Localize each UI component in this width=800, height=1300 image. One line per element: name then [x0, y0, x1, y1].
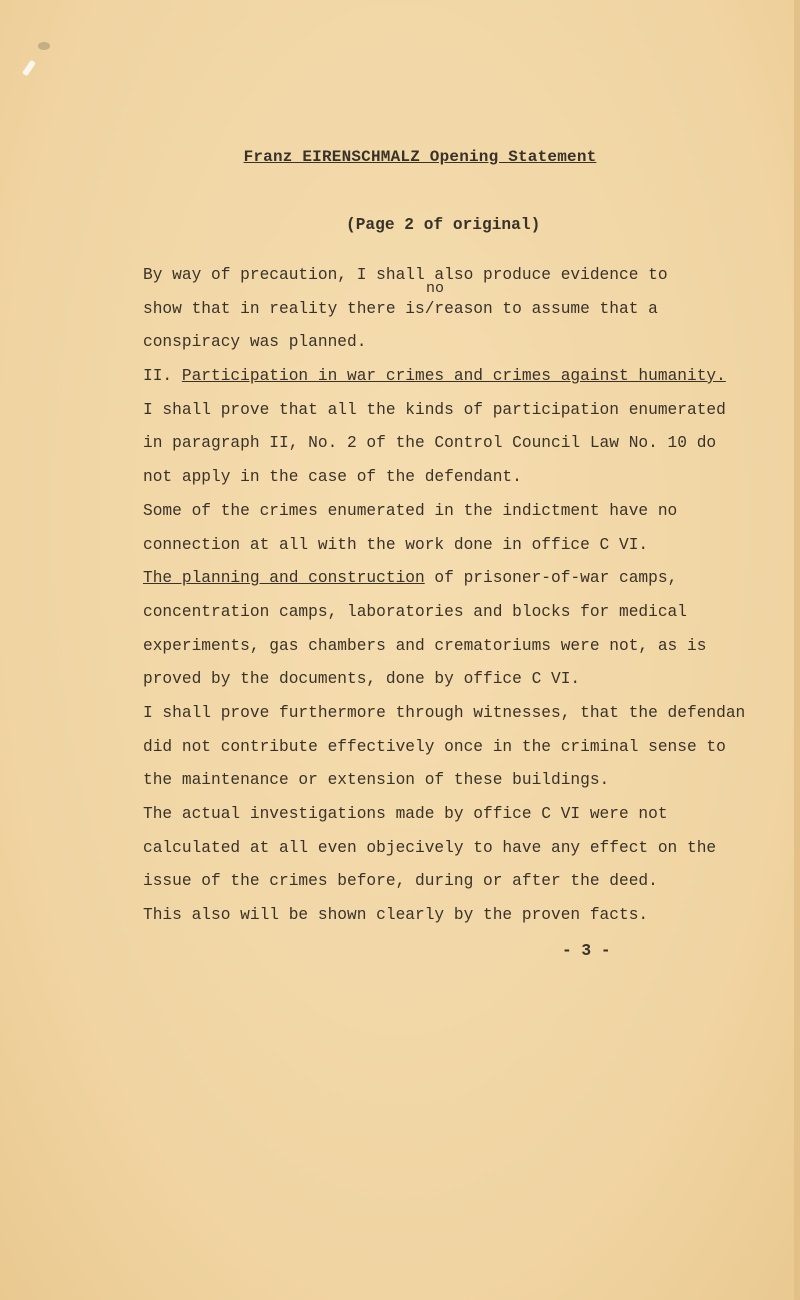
text-line	[143, 600, 745, 634]
document-title: Franz EIRENSCHMALZ Opening Statement	[243, 148, 597, 166]
text-segment: show that in reality there is/reason to assume that a	[143, 299, 658, 318]
text-line	[143, 869, 745, 903]
text-segment: connection at all with the work done in office C VI.	[143, 535, 649, 554]
text-segment: did not contribute effectively once in the criminal sense to	[143, 737, 726, 756]
text-segment: experiments, gas chambers and crematoriums were not, as is	[143, 636, 707, 655]
text-line	[143, 499, 745, 533]
text-line	[143, 768, 745, 802]
text-line	[143, 431, 745, 465]
text-line	[143, 566, 745, 600]
document-body	[143, 263, 745, 937]
text-line	[143, 802, 745, 836]
text-segment: By way of precaution, I shall also produce evidence to	[143, 266, 668, 284]
text-line	[143, 634, 745, 668]
text-segment: I shall prove that all the kinds of participation enumerated	[143, 400, 726, 419]
text-line	[143, 364, 745, 398]
text-line	[143, 667, 745, 701]
page-edge	[794, 0, 800, 1300]
ink-stain	[38, 42, 50, 50]
text-segment: calculated at all even objecively to have any effect on the	[143, 838, 717, 857]
text-line	[143, 297, 745, 331]
text-line	[143, 701, 745, 735]
text-segment: of prisoner-of-war camps,	[424, 569, 678, 588]
text-segment: II.	[143, 367, 182, 386]
text-segment: The actual investigations made by office C VI were not	[143, 805, 668, 823]
text-segment: I shall prove furthermore through witnesses, that the defendan	[143, 703, 746, 722]
text-segment: issue of the crimes before, during or after the deed.	[143, 872, 658, 891]
text-line	[143, 465, 745, 499]
text-line	[143, 330, 745, 364]
document-subtitle: (Page 2 of original)	[346, 216, 541, 234]
text-line	[143, 263, 745, 297]
text-segment: proved by the documents, done by office C VI.	[143, 670, 581, 689]
underlined-text: The planning and construction	[143, 569, 425, 588]
underlined-text: Participation in war crimes and crimes against humanity.	[181, 367, 726, 386]
paper-mark	[22, 60, 36, 77]
text-line	[143, 836, 745, 870]
text-line	[143, 735, 745, 769]
text-line	[143, 398, 745, 432]
interlinear-insertion: no	[426, 280, 445, 297]
text-line	[143, 533, 745, 567]
text-segment: concentration camps, laboratories and blocks for medical	[143, 602, 687, 621]
text-segment: not apply in the case of the defendant.	[143, 468, 522, 487]
text-segment: conspiracy was planned.	[143, 333, 367, 352]
text-segment: the maintenance or extension of these buildings.	[143, 771, 610, 790]
text-line	[143, 903, 745, 937]
text-segment: Some of the crimes enumerated in the indictment have no	[143, 501, 678, 520]
text-segment: in paragraph II, No. 2 of the Control Council Law No. 10 do	[143, 434, 717, 453]
page-number: - 3 -	[562, 942, 611, 960]
text-segment: This also will be shown clearly by the proven facts.	[143, 906, 649, 925]
